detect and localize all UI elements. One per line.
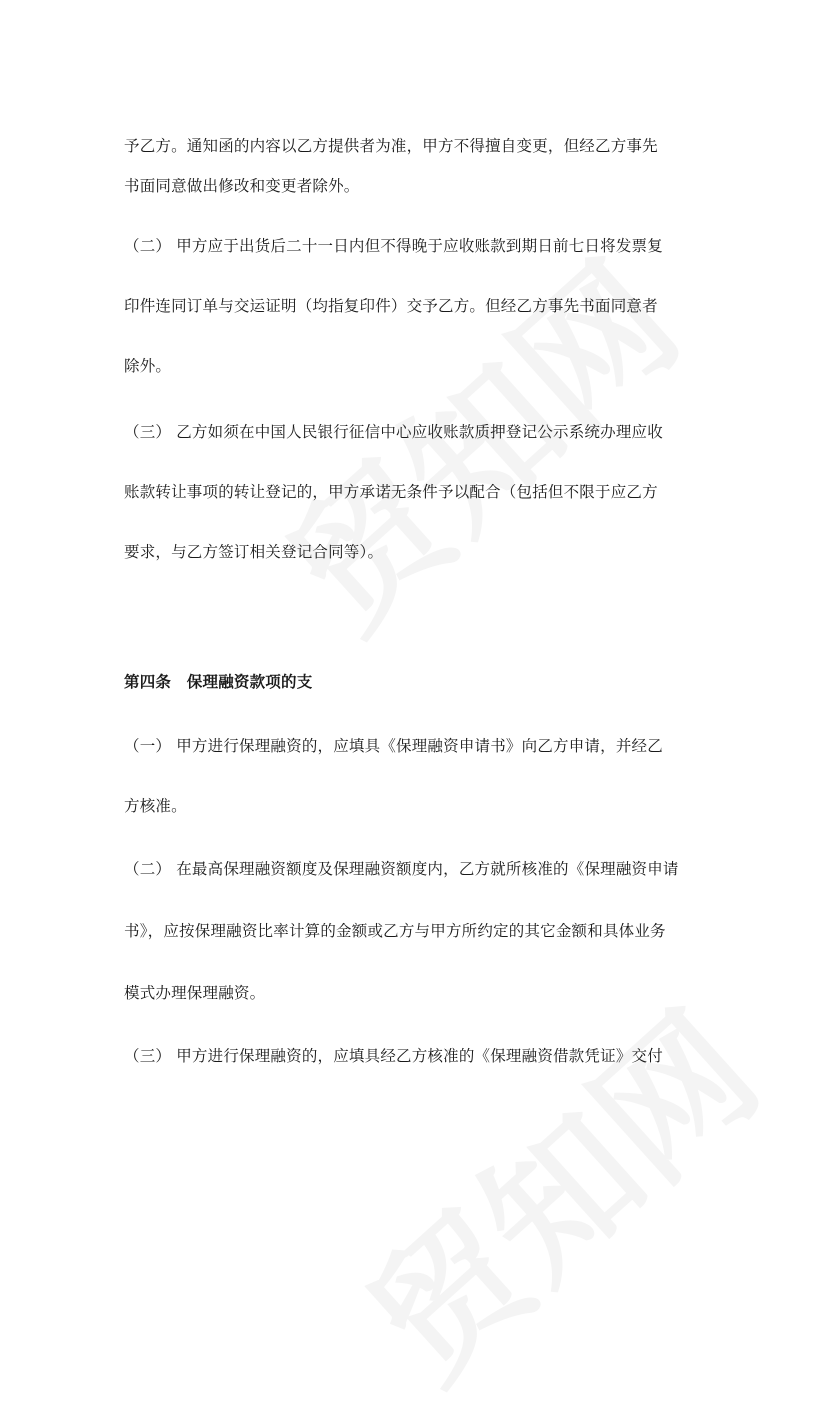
clause-1-line: （一） 甲方进行保理融资的，应填具《保理融资申请书》向乙方申请，并经乙 <box>124 737 663 755</box>
paragraph-line: 方核准。 <box>124 797 187 815</box>
clause-3-line: （三） 甲方进行保理融资的，应填具经乙方核准的《保理融资借款凭证》交付 <box>124 1047 663 1065</box>
paragraph-line: 书》，应按保理融资比率计算的金额或乙方与甲方所约定的其它金额和具体业务 <box>124 922 666 940</box>
paragraph-line: 书面同意做出修改和变更者除外。 <box>124 177 360 195</box>
watermark-text-bottom <box>316 957 795 1419</box>
paragraph-line: 模式办理保理融资。 <box>124 984 266 1002</box>
paragraph-line: 要求，与乙方签订相关登记合同等）。 <box>124 543 384 561</box>
paragraph-line: 账款转让事项的转让登记的，甲方承诺无条件予以配合（包括但不限于应乙方 <box>124 483 658 501</box>
clause-3-line: （三） 乙方如须在中国人民银行征信中心应收账款质押登记公示系统办理应收 <box>124 423 663 441</box>
paragraph-line: 除外。 <box>124 357 172 375</box>
section-heading: 第四条 保理融资款项的支 <box>124 672 313 691</box>
clause-2-line: （二） 甲方应于出货后二十一日内但不得晚于应收账款到期日前七日将发票复 <box>124 237 663 255</box>
clause-2-line: （二） 在最高保理融资额度及保理融资额度内，乙方就所核准的《保理融资申请 <box>124 860 679 878</box>
paragraph-line: 予乙方。通知函的内容以乙方提供者为准，甲方不得擅自变更，但经乙方事先 <box>124 137 658 155</box>
paragraph-line: 印件连同订单与交运证明（均指复印件）交予乙方。但经乙方事先书面同意者 <box>124 297 658 315</box>
